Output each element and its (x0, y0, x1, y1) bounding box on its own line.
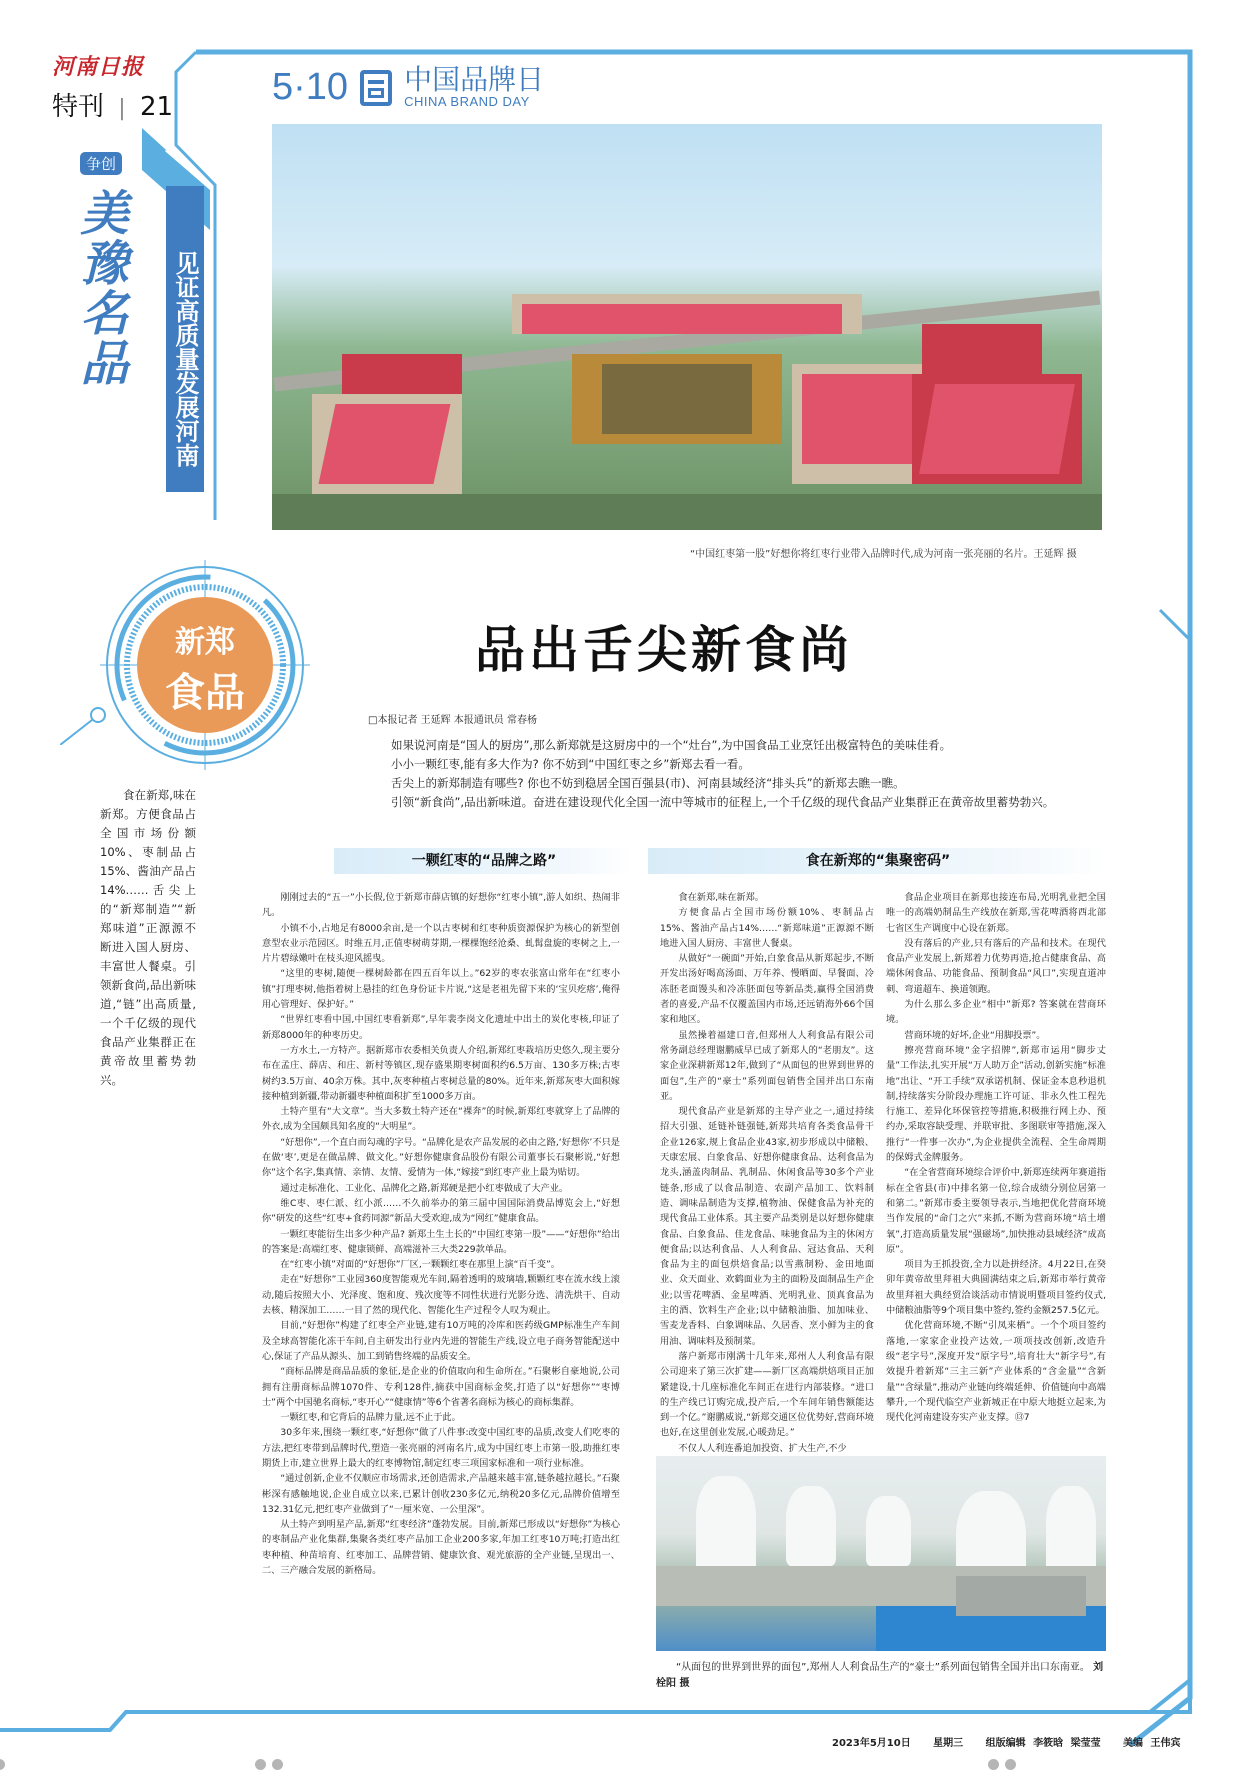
body-paragraph: 落户新郑市刚满十几年来,郑州人人利食品有限公司迎来了第三次扩建——新厂区高端烘焙项目正加紧建设,十几座标准化车间正在进行内部装修。“进口的生产线已订购完成,投产后,一个车间年销售额能达到一个亿。”谢鹏威说,“新郑交通区位优势好,营商环境也好,在这里创业发展,心暖劲足。” (660, 1350, 874, 1439)
section1-header (334, 848, 634, 874)
page-dots-left (0, 1759, 5, 1770)
body-paragraph: 一颗红枣,和它背后的品牌力量,远不止于此。 (280, 1412, 461, 1424)
series-title: 美豫名品 (72, 188, 128, 388)
body-paragraph: 现代食品产业是新郑的主导产业之一,通过持续招大引强、延链补链强链,新郑共培育各类食品骨干企业126家,规上食品企业43家,初步形成以中储粮、天康宏展、白象食品、好想你健康食品、达利食品为龙头,涵盖肉制品、乳制品、休闲食品等30多个产业链条,形成了以食品制造、农副产品加工、饮料制造、调味品制造为支撑,植物油、保健食品为补充的现代食品工业体系。其主要产品类别是以好想你健康食品、白象食品、佳龙食品、味驰食品为主的休闲方便食品;以达利食品、人人利食品、冠达食品、天利食品为主的面包烘焙食品;以雪燕制粉、金田地面业、众天面业、欢鹤面业为主的面粉及面制品生产企业;以雪花啤酒、金星啤酒、光明乳业、顶真食品为主的酒、饮料生产企业;以中储粮油脂、加加味业、雪麦龙香料、白象调味品、久居香、烹小鲜为主的食用油、调味料及预制菜。 (660, 1106, 874, 1347)
body-paragraph: 项目为王抓投资,全力以赴拼经济。4月22日,在癸卯年黄帝故里拜祖大典圆满结束之后,新郑市举行黄帝故里拜祖大典经贸洽谈活动市情说明暨项目签约仪式,中储粮油脂等9个项目集中签约,签约金额257.5亿元。 (886, 1259, 1106, 1317)
china-brand-day-banner (272, 63, 545, 109)
page-number: 21 (139, 92, 174, 122)
page-dots-mid (255, 1759, 283, 1770)
article-headline: 品出舌尖新食尚 (475, 620, 853, 679)
body-paragraph: 一方水土,一方特产。据新郑市农委相关负责人介绍,新郑红枣栽培历史悠久,现主要分布在孟庄、薛店、和庄、新村等镇区,现存盛果期枣树面积约6.5万亩、130多万株;古枣树约3.5万亩、40余万株。其中,灰枣种植占枣树总量的80%。近年来,新郑灰枣大面积嫁接种植到新疆,带动新疆枣种植面积扩至1000多万亩。 (262, 1044, 620, 1102)
section2-title: 食在新郑的“集聚密码” (805, 853, 951, 869)
dot-icon (1005, 1759, 1016, 1770)
art-editor: 王伟宾 (1150, 1738, 1181, 1749)
magnifier-handle-icon (60, 705, 110, 745)
body-paragraph: 不仅人人利连番追加投资、扩大生产,不少 (678, 1442, 847, 1454)
body-paragraph: 为什么那么多企业“相中”新郑? 答案就在营商环境。 (886, 999, 1106, 1026)
body-paragraph: “这里的枣树,随便一棵树龄都在四五百年以上。”62岁的枣农张富山常年在“红枣小镇”打理枣树,他指着树上悬挂的红色身份证卡片说,“这是老祖先留下来的‘宝贝疙瘩’,俺得用心管理好、保护好。” (262, 968, 620, 1011)
body-paragraph: 小镇不小,占地足有8000余亩,是一个以古枣树和红枣种质资源保护为核心的新型创意型农业示范园区。时维五月,正值枣树萌芽期,一棵棵饱经沧桑、虬髯盘旋的枣树之上,一片片碧绿嫩叶在枝头迎风摇曳。 (262, 922, 620, 965)
lead-paragraph: 舌尖上的新郑制造有哪些? 你也不妨到稳居全国百强县(市)、河南县域经济“排头兵”的新郑去瞧一瞧。 (391, 776, 905, 790)
footer-weekday: 星期三 (933, 1738, 964, 1749)
separator: | (118, 96, 126, 121)
body-paragraph: 走在“好想你”工业园360度智能观光车间,隔着透明的玻璃墙,颗颗红枣在流水线上滚动,随后按照大小、光泽度、饱和度、残次度等不同性状进行光影分选、清洗烘干、自动去核、精深加工……一目了然的现代化、智能化生产过程令人叹为观止。 (262, 1274, 620, 1317)
body-paragraph: 一颗红枣能衍生出多少种产品? 新郑土生土长的“中国红枣第一股”——“好想你”给出的答案是:高端红枣、健康锁鲜、高端滋补三大类229款单品。 (262, 1228, 620, 1255)
series-badge: 争创 (80, 152, 122, 175)
badge-center (137, 597, 273, 733)
section2-body-col-a (660, 890, 874, 1456)
badge-line1: 新郑 (175, 625, 235, 660)
dot-icon (988, 1759, 999, 1770)
body-paragraph: 土特产里有“大文章”。当大多数土特产还在“裸奔”的时候,新郑红枣就穿上了品牌的外衣,成为全国颇具知名度的“大明星”。 (262, 1106, 620, 1133)
vertical-slogan: 见证高质量发展河南 (166, 186, 204, 492)
layout-editor-label: 组版编辑 (985, 1738, 1026, 1749)
body-paragraph: “商标品牌是商品品质的象征,是企业的价值取向和生命所在。”石聚彬自豪地说,公司拥有注册商标品牌1070件、专利128件,摘获中国商标金奖,打造了以“好想你”“枣博士”两个中国驰名商标,“枣开心”“健康情”等6个省著名商标为核心的商标集群。 (262, 1366, 620, 1408)
dot-icon (255, 1759, 266, 1770)
body-paragraph: 维C枣、枣仁派、红小派……不久前举办的第三届中国国际消费品博览会上,“好想你”研发的这些“红枣+食药同源”新品大受欢迎,成为“网红”健康食品。 (262, 1197, 620, 1225)
dot-icon (0, 1759, 5, 1770)
body-paragraph: 通过走标准化、工业化、品牌化之路,新郑硬是把小红枣做成了大产业。 (280, 1182, 569, 1194)
lead-paragraph: 小小一颗红枣,能有多大作为? 你不妨到“中国红枣之乡”新郑去看一看。 (391, 757, 750, 771)
body-paragraph: 食品企业项目在新郑也接连布局,光明乳业把全国唯一的高端奶制品生产线放在新郑,雪花啤酒将西北部七省区生产调度中心设在新郑。 (886, 892, 1106, 934)
body-paragraph: 从做好“一碗面”开始,白象食品从新郑起步,不断开发出汤好喝高汤面、万年养、慢晒面、早餐面、冷冻胚老面馒头和冷冻胚面包等新品类,赢得全国消费者的喜爱,产品不仅覆盖国内市场,还远销海外66个国家和地区。 (660, 953, 874, 1026)
body-paragraph: 刚刚过去的“五一”小长假,位于新郑市薛店镇的好想你“红枣小镇”,游人如织、热闹非凡。 (262, 892, 620, 919)
section2-header (648, 848, 1108, 874)
body-paragraph: 目前,“好想你”构建了红枣全产业链,建有10万吨的冷库和医药级GMP标准生产车间及全球高智能化冻干车间,自主研发出行业内先进的智能生产线,设立电子商务智能配送中心,保证了产品从源头、加工到销售终端的品质安全。 (262, 1320, 620, 1362)
caption-text: “从面包的世界到世界的面包”,郑州人人利食品生产的“豪士”系列面包销售全国并出口东南亚。 (676, 1662, 1090, 1673)
footer-date: 2023年5月10日 (832, 1738, 911, 1749)
art-editor-label: 美编 (1123, 1738, 1144, 1749)
section1-body (262, 890, 620, 1578)
body-paragraph: 食在新郑,味在新郑。 (678, 892, 764, 903)
layout-editors: 李筱晗 梁莹莹 (1033, 1738, 1101, 1749)
body-paragraph: 优化营商环境,不断“引凤来栖”。一个个项目签约落地,一家家企业投产达效,一项项技改创新,改造升级“老字号”,深度开发“原字号”,培育壮大“新字号”,有效提升着新郑“三主三新”产业体系的“含金量”“含新量”“含绿量”,推动产业链向终端延伸、价值链向中高端攀升,一个现代临空产业新城正在中原大地挺立起来,为现代化河南建设夯实产业支撑。⑬7 (886, 1320, 1106, 1424)
brand-day-logo-icon (360, 70, 392, 106)
article-byline: □本报记者 王延辉 本报通讯员 常春杨 (368, 715, 537, 726)
dot-icon (272, 1759, 283, 1770)
hero-aerial-photo (272, 124, 1102, 530)
brand-day-title-en: CHINA BRAND DAY (404, 94, 530, 109)
badge-line2: 食品 (165, 670, 245, 716)
factory-photo-caption (656, 1660, 1106, 1692)
page-label (52, 86, 173, 123)
body-paragraph: 从土特产到明星产品,新郑“红枣经济”蓬勃发展。目前,新郑已形成以“好想你”为核心的枣制品产业化集群,集聚各类红枣产品加工企业200多家,年加工红枣10万吨;打造出红枣种植、种苗培育、红枣加工、品牌营销、健康饮食、观光旅游的全产业链,呈现出一、二、三产融合发展的新格局。 (262, 1519, 620, 1577)
body-paragraph: 擦亮营商环境“金字招牌”,新郑市运用“脚步丈量”工作法,扎实开展“万人助万企”活动,创新实施“标准地”出让、“开工手续”双承诺机制、保证金本息秒退机制,持续落实分阶段办理施工许可证、非永久性工程先行施工、差异化环保管控等措施,积极推行网上办、预约办,采取容缺受理、并联审批、多图联审等措施,深入推行“一件事一次办”,为企业提供全流程、全生命周期的保姆式金牌服务。 (886, 1044, 1106, 1164)
page-footer (832, 1734, 1181, 1749)
section1-title: 一颗红枣的“品牌之路” (411, 853, 557, 869)
body-paragraph: “好想你”,一个直白而勾魂的字号。“品牌化是农产品发展的必由之路,‘好想你’不只是在做‘枣’,更是在做品牌、做文化。”好想你健康食品股份有限公司董事长石聚彬说,“好想你”这个名字,集真情、亲情、友情、爱情为一体,“嫁接”到红枣产业上最为贴切。 (262, 1136, 620, 1179)
column-badge (100, 560, 310, 770)
body-paragraph: 方便食品占全国市场份额10%、枣制品占15%、酱油产品占14%……“新郑味道”正源源不断地进入国人厨房、丰富世人餐桌。 (660, 907, 874, 949)
factory-photo (656, 1456, 1106, 1651)
section2-body-col-b (886, 890, 1106, 1425)
lead-paragraph: 引领“新食尚”,品出新味道。奋进在建设现代化全国一流中等城市的征程上,一个千亿级的现代食品产业集群正在黄帝故里蓄势勃兴。 (391, 795, 1055, 809)
page-dots-right (988, 1759, 1016, 1770)
body-paragraph: “通过创新,企业不仅顺应市场需求,还创造需求,产品越来越丰富,链条越拉越长。”石聚彬深有感触地说,企业自成立以来,已累计创收230多亿元,纳税20多亿元,品牌价值增至132.31亿元,把红枣产业做到了“一厘米宽、一公里深”。 (262, 1473, 620, 1515)
body-paragraph: 营商环境的好坏,企业“用脚投票”。 (904, 1029, 1046, 1041)
summary-text: 食在新郑,味在新郑。方便食品占全国市场份额10%、枣制品占15%、酱油产品占14%……舌尖上的“新郑制造”“新郑味道”正源源不断进入国人厨房、丰富世人餐桌。引领新食尚,品出新味道,“链”出高质量,一个千亿级的现代食品产业集群正在黄帝故里蓄势勃兴。 (100, 788, 196, 1087)
lead-paragraph: 如果说河南是“国人的厨房”,那么新郑就是这厨房中的一个“灶台”,为中国食品工业烹饪出极富特色的美味佳肴。 (391, 738, 952, 752)
hero-photo-caption: “中国红枣第一股”好想你将红枣行业带入品牌时代,成为河南一张亮丽的名片。王延辉 摄 (690, 549, 1077, 560)
brand-day-title-cn: 中国品牌日 (404, 63, 545, 96)
section-name: 特刊 (52, 92, 105, 122)
body-paragraph: 30多年来,围绕一颗红枣,“好想你”做了八件事:改变中国红枣的品质,改变人们吃枣的方法,把红枣带到品牌时代,塑造一张亮丽的河南名片,成为中国红枣上市第一股,助推红枣期货上市,建立世界上最大的红枣博物馆,制定红枣三项国家标准和一项行业标准。 (262, 1427, 620, 1469)
body-paragraph: 没有落后的产业,只有落后的产品和技术。在现代食品产业发展上,新郑着力优势再造,抢占健康食品、高端休闲食品、功能食品、预制食品“风口”,实现直道冲刺、弯道超车、换道领跑。 (886, 937, 1106, 995)
body-paragraph: “在全省营商环境综合评价中,新郑连续两年赛道指标在全省县(市)中排名第一位,综合成绩分别位居第一和第二。”新郑市委主要领导表示,当地把优化营商环境当作发展的“命门之穴”来抓,不断为营商环境“培土增氧”,打造高质量发展“强磁场”,加快推动县域经济“成高原”。 (886, 1167, 1106, 1255)
newspaper-logo: 河南日报 (52, 54, 145, 80)
body-paragraph: 虽然操着福建口音,但郑州人人利食品有限公司常务副总经理谢鹏威早已成了新郑人的“老朋友”。这家企业深耕新郑12年,做到了“从面包的世界到世界的面包”,生产的“豪士”系列面包销售全国并出口东南亚。 (660, 1029, 874, 1102)
photo-credit: 刘栓阳 摄 (656, 1662, 1104, 1689)
brand-day-date: 5·10 (272, 66, 349, 108)
body-paragraph: “世界红枣看中国,中国红枣看新郑”,早年裴李岗文化遗址中出土的炭化枣核,印证了新郑8000年的种枣历史。 (262, 1014, 620, 1041)
article-lead (368, 736, 1098, 812)
body-paragraph: 在“红枣小镇”对面的“好想你”厂区,一颗颗红枣在那里上演“百千变”。 (280, 1259, 560, 1271)
